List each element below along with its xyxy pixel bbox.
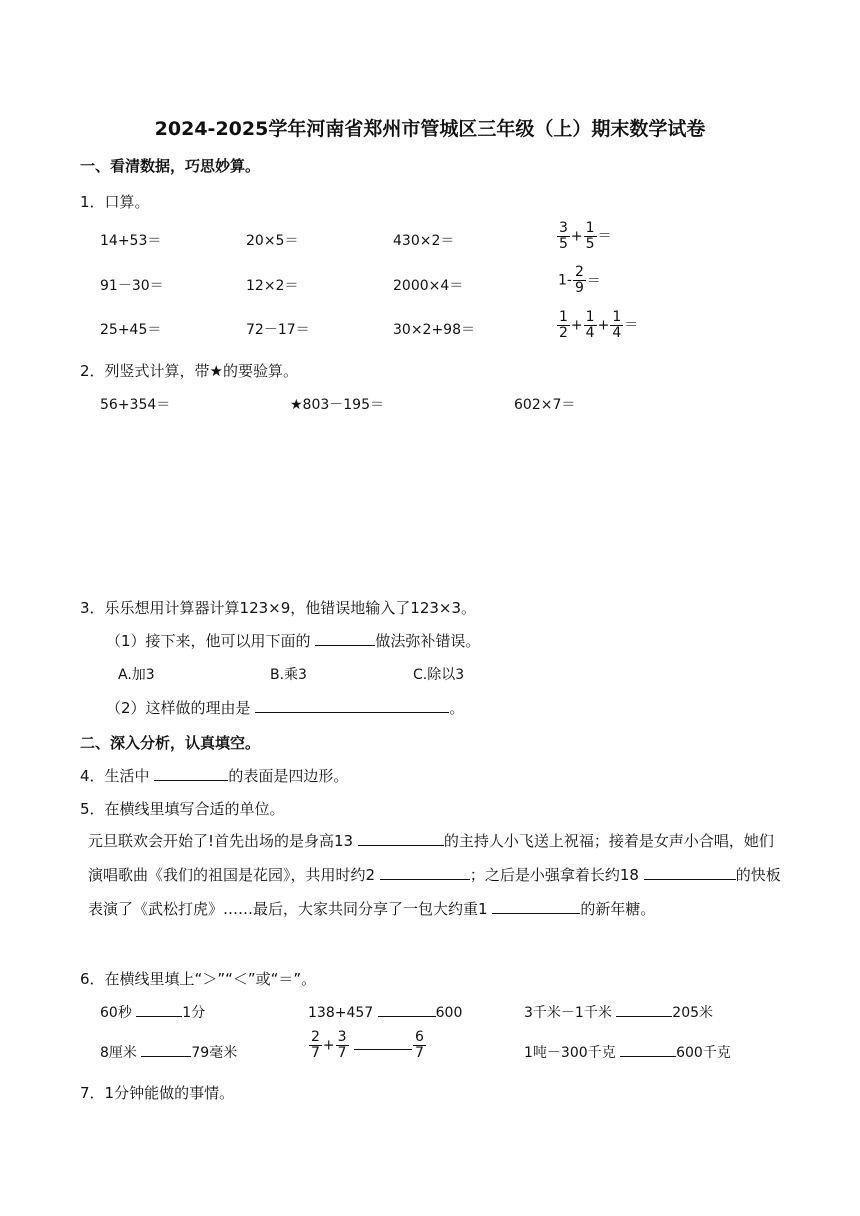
- fraction: $\frac{2}{7}$: [311, 1029, 320, 1061]
- q6-r2-c1: 8厘米 79毫米: [100, 1042, 237, 1062]
- q3-label: 3．乐乐想用计算器计算123×9，他错误地输入了123×3。: [80, 599, 477, 617]
- section-1-heading: 一、看清数据，巧思妙算。: [80, 157, 261, 175]
- q2-item-3: 602×7＝: [514, 397, 576, 413]
- q6-r1-c1: 60秒 1分: [100, 1002, 205, 1022]
- q3-option-c: C.除以3: [413, 667, 465, 683]
- fraction: $\frac{1}{2}$: [559, 309, 568, 341]
- q1-r3-frac-expr: $\frac{1}{2}$ + $\frac{1}{4}$ + $\frac{1}{4}$ ＝: [559, 309, 639, 341]
- fraction: $\frac{6}{7}$: [415, 1029, 424, 1061]
- answer-blank[interactable]: [380, 865, 470, 880]
- fraction: $\frac{2}{9}$: [574, 264, 584, 296]
- fraction: $\frac{3}{5}$: [559, 220, 568, 252]
- q6-r2-c2: $\frac{2}{7}$ + $\frac{3}{7}$ $\frac{6}{7}$: [311, 1029, 424, 1061]
- q1-r2-frac-expr: 1- $\frac{2}{9}$ ＝: [558, 264, 601, 296]
- q6-r1-c3: 3千米－1千米 205米: [524, 1002, 713, 1022]
- answer-blank[interactable]: [378, 1002, 436, 1017]
- q2-item-1: 56+354＝: [100, 397, 171, 413]
- q1-r3-c1: 25+45＝: [100, 322, 162, 338]
- q1-r1-c2: 20×5＝: [246, 233, 299, 249]
- answer-blank[interactable]: [255, 698, 449, 713]
- answer-blank[interactable]: [315, 631, 375, 646]
- q3-sub1: （1）接下来，他可以用下面的 做法弥补错误。: [106, 632, 481, 650]
- answer-blank[interactable]: [141, 1042, 191, 1057]
- fraction: $\frac{3}{7}$: [337, 1029, 347, 1061]
- q2-item-2: ★803－195＝: [290, 397, 384, 413]
- q3-sub2: （2）这样做的理由是 。: [106, 699, 465, 717]
- page-title: 2024-2025学年河南省郑州市管城区三年级（上）期末数学试卷: [154, 118, 706, 140]
- q1-r1-c3: 430×2＝: [393, 233, 455, 249]
- q6-r1-c2: 138+457 600: [308, 1002, 462, 1021]
- fraction: $\frac{1}{5}$: [585, 220, 595, 252]
- q1-r3-c3: 30×2+98＝: [393, 322, 475, 338]
- q1-r1-frac-expr: $\frac{3}{5}$ + $\frac{1}{5}$ ＝: [559, 220, 612, 252]
- q1-r1-c1: 14+53＝: [100, 233, 162, 249]
- q1-r2-c3: 2000×4＝: [393, 278, 464, 294]
- section-2-heading: 二、深入分析，认真填空。: [80, 734, 261, 752]
- answer-blank[interactable]: [616, 1002, 672, 1017]
- q7-label: 7．1分钟能做的事情。: [80, 1084, 235, 1102]
- answer-blank[interactable]: [354, 1035, 412, 1050]
- answer-blank[interactable]: [136, 1002, 182, 1017]
- q1-r3-c2: 72－17＝: [246, 322, 310, 338]
- q3-option-b: B.乘3: [270, 667, 307, 683]
- q5-paragraph: 元旦联欢会开始了!首先出场的是身高13 的主持人小飞送上祝福；接着是女声小合唱，她们演唱歌曲《我们的祖国是花园》，共用时约2 ；之后是小强拿着长约18 的快板表演了《武松打虎》……最后，大家共同分享了一包大约重1 的新年糖。: [88, 832, 781, 918]
- answer-blank[interactable]: [358, 831, 444, 846]
- answer-blank[interactable]: [154, 766, 228, 781]
- q6-r2-c3: 1吨－300千克 600千克: [524, 1042, 731, 1062]
- fraction: $\frac{1}{4}$: [585, 309, 595, 341]
- q1-label: 1．口算。: [80, 193, 150, 211]
- q2-label: 2．列竖式计算，带★的要验算。: [80, 362, 298, 380]
- q1-r2-c1: 91－30＝: [100, 278, 164, 294]
- answer-blank[interactable]: [492, 899, 580, 914]
- q3-option-a: A.加3: [118, 667, 155, 683]
- answer-blank[interactable]: [620, 1042, 676, 1057]
- answer-blank[interactable]: [644, 865, 736, 880]
- q5-label: 5．在横线里填写合适的单位。: [80, 800, 285, 818]
- fraction: $\frac{1}{4}$: [612, 309, 622, 341]
- q1-r2-c2: 12×2＝: [246, 278, 299, 294]
- q4: 4．生活中 的表面是四边形。: [80, 767, 349, 785]
- q6-label: 6．在横线里填上“＞”“＜”或“＝”。: [80, 970, 317, 988]
